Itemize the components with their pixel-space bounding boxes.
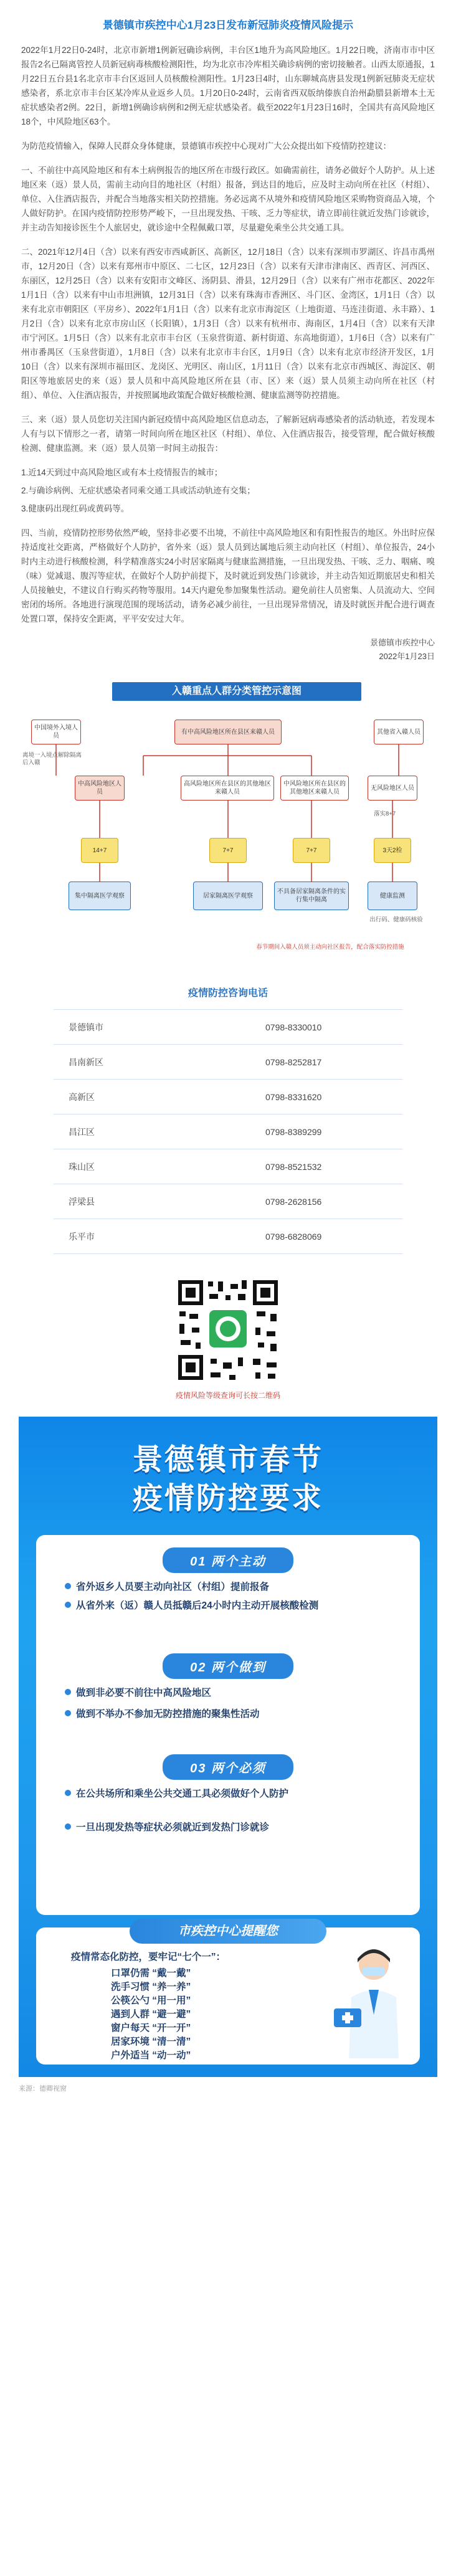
remind-line: 遇到人群 “避一避” [111, 2009, 191, 2020]
table-row [54, 1010, 402, 1045]
table-row [54, 1080, 402, 1115]
box-other-province: 其他省入赣人员 [374, 720, 424, 744]
bullet-dot-icon [65, 1790, 71, 1796]
bullet-item [65, 1599, 401, 1614]
note-left: 离境一入境点解除隔离后入赣 [22, 752, 82, 766]
poster-title-line2: 疫情防控要求 [132, 1482, 323, 1515]
bullet-item [65, 1707, 401, 1722]
hotline-area: 高新区 [69, 1091, 95, 1102]
remind-line: 公筷公勺 “用一用” [111, 1995, 191, 2006]
section-head [36, 1653, 420, 1679]
note-red: 春节期间入赣人员须主动向社区报告，配合落实防控措施 [256, 944, 404, 951]
bullet-dot-icon [65, 1602, 71, 1608]
source-note: 来源：德卿视窗 [19, 2085, 67, 2093]
box-mid-county: 中风险地区所在县区的其他地区来赣人员 [280, 776, 349, 801]
section-pill: 01 两个主动 [163, 1547, 293, 1573]
paragraph: 1.近14天到过中高风险地区或有本土疫情报告的城市； [21, 468, 223, 477]
box-3days: 3天2检 [374, 838, 411, 863]
signature-org: 景德镇市疾控中心 [369, 638, 435, 647]
box-high-county: 高风险地区所在县区的其他地区来赣人员 [181, 776, 274, 801]
remind-line: 户外适当 “动一动” [111, 2050, 191, 2061]
prevention-poster [19, 1417, 437, 2077]
hotline-area: 珠山区 [69, 1161, 95, 1172]
paragraph: 一、不前往中高风险地区和有本土病例报告的地区所在市级行政区。如确需前往，请务必做好个人防护。从上述地区来（返）景人员，需前主动向目的地社区（村组）报备，到达目的地后，应及时主动向所在社区（村组）、单位、入住酒店报告，并配合当地落实相关防控措施。务必远离不从境外和疫情风险地区采购物资商品入境，个人做好防护。在国内疫情防控形势严峻下，一旦出现发热、干咳、乏力等症状，请立即前往就近发热门诊就诊，并主动告知接诊医生个人旅居史，就诊途中全程佩戴口罩，尽量避免乘坐公共交通工具。 [21, 166, 435, 232]
hotline-area: 昌南新区 [69, 1057, 103, 1067]
bullet-item [65, 1820, 401, 1835]
bullet-item [65, 1686, 401, 1701]
hotline-area: 景德镇市 [69, 1022, 103, 1032]
remind-line: 窗户每天 “开一开” [111, 2023, 191, 2033]
bullet-text: 做到非必要不前往中高风险地区 [76, 1688, 212, 1698]
paragraph: 2022年1月22日0-24时，北京市新增1例新冠确诊病例，丰台区1地升为高风险地区。1月22日晚，济南市市中区报告2名已隔离管控人员新冠病毒核酸检测阳性，均为北京市冷库相关确诊病例的密切接触者。山西太原通报，1月22日五台县1名北京市丰台区返回人员核酸检测阳性。1月23日4时，山东聊城高唐县发现1例新冠肺炎无症状感染者，系北京市丰台区某冷库从业返乡人员。1月20日0-24时，云南省西双版纳傣族自治州勐腊县新增本土无症状感染者2例。22日，新增1例确诊病例和2例无症状感染者。截至2022年1月23日16时，全国共有高风险地区18个，中风险地区63个。 [21, 45, 435, 126]
hotline-phone[interactable]: 0798-6828069 [265, 1231, 322, 1242]
hotline-table [54, 1009, 402, 1254]
box-health-monitor: 健康监测 [368, 882, 417, 910]
bullet-dot-icon [65, 1823, 71, 1830]
paragraph: 四、当前，疫情防控形势依然严峻，坚持非必要不出境，不前往中高风险地区和有阳性报告的地区。外出时应保持适度社交距离，严格做好个人防护，省外来（返）景人员到达属地后须主动向社区（村组）、单位报告，24小时内主动进行核酸检测，科学精准落实24小时居家隔离与健康监测措施，一旦出现发热、干咳、乏力、咽痛、嗅（味）觉减退、腹泻等症状，在做好个人防护前提下，及时就近到发热门诊就诊，并主动告知近期旅居史和相关人员接触史，不建议自行购买药物等服用。14天内避免参加聚集性活动。避免前往人员密集、人员流动大、空间密闭的场所。各地进行演现范围的现场活动，请务必减少前往，一旦出现异常情况，请及时就医并配合进行调查处置口罩，保持安全距离，平平安安过大年。 [21, 528, 435, 624]
box-14-7: 14+7 [81, 838, 118, 863]
flowchart-title: 入赣重点人群分类管控示意图 [112, 682, 361, 701]
bullet-text: 从省外来（返）赣人员抵赣后24小时内主动开展核酸检测 [76, 1600, 319, 1611]
remind-lead: 疫情常态化防控，要牢记“七个一”： [71, 1952, 226, 1962]
box-7-7-b: 7+7 [293, 838, 330, 863]
hotline-area: 浮梁县 [69, 1196, 95, 1207]
poster-title-line1: 景德镇市春节 [132, 1443, 323, 1476]
table-row [54, 1149, 402, 1184]
section-head [36, 1754, 420, 1780]
bullet-dot-icon [65, 1710, 71, 1716]
signature [0, 636, 456, 663]
section-head [36, 1547, 420, 1573]
requirements-card [36, 1535, 420, 1915]
note-right: 落实8+7 [374, 810, 396, 817]
bullet-text: 省外返乡人员要主动向社区（村组）提前报备 [76, 1582, 270, 1592]
bullet-dot-icon [65, 1689, 71, 1695]
hotline-phone[interactable]: 0798-8521532 [265, 1161, 322, 1172]
bullet-item [65, 1787, 401, 1802]
bullet-dot-icon [65, 1583, 71, 1589]
remind-line: 口罩仍需 “戴一戴” [111, 1968, 191, 1979]
hotline-area: 乐平市 [69, 1231, 95, 1242]
doctor-illustration-icon [330, 1940, 411, 2058]
paragraph: 为防范疫情输入，保障人民群众身体健康，景德镇市疾控中心现对广大公众提出如下疫情防控建议： [21, 141, 391, 151]
hotline-title: 疫情防控咨询电话 [188, 988, 268, 999]
hotline-phone[interactable]: 0798-8330010 [265, 1022, 322, 1032]
hotline-phone[interactable]: 0798-8389299 [265, 1126, 322, 1137]
signature-date: 2022年1月23日 [379, 652, 435, 661]
hotline-phone[interactable]: 0798-2628156 [265, 1196, 322, 1207]
paragraph: 二、2021年12月4日（含）以来有西安市西咸新区、高新区，12月18日（含）以来有深圳市罗湖区、许昌市禹州市，12月20日（含）以来有郑州市中原区、二七区，12月23日（含）以来有天津市津南区、西青区、河西区、东丽区，12月25日（含）以来有安阳市文峰区、汤阴县、滑县，12月29日（含）以来有广州市花都区、2022年1月1日（含）以来有中山市坦洲镇，12月31日（含）以来有珠海市香洲区、斗门区、金湾区，1月1日（含）以来有北京市朝阳区（平房乡）、2022年1月1日（含）以来有北京市海淀区（上地街道、马连洼街道、永丰路）、1月2日（含）以来有北京市房山区（长阳镇），1月3日（含）以来有杭州市、海南区，1月4日（含）以来有天津市宁河区。1月5日（含）以来有北京市丰台区（玉泉营街道、新村街道、东高地街道），1月6日（含）以来有广州市番禺区（玉泉营街道），1月8日（含）以来有北京市丰台区，1月9日（含）以来有北京市经济开发区，1月10日（含）以来有深圳市福田区、龙岗区、光明区、南山区，1月11日（含）以来有北京市西城区、海淀区、朝阳区等地旅居史的来（返）景人员和中高风险地区所在县（市、区）来（返）景人员须主动向所在社区（村组）、单位、入住酒店报告，并按照属地政策配合做好核酸检测、健康监测等防控措施。 [21, 247, 435, 400]
article-title: 景德镇市疾控中心1月23日发布新冠肺炎疫情风险提示 [102, 19, 354, 31]
box-7-7-a: 7+7 [209, 838, 247, 863]
table-row [54, 1045, 402, 1080]
table-row [54, 1219, 402, 1254]
table-row [54, 1115, 402, 1149]
section-pill: 02 两个做到 [163, 1653, 293, 1679]
remind-line: 居家环境 “清一清” [111, 2037, 191, 2047]
box-no-home: 不具备居家隔离条件的实行集中隔离 [274, 882, 349, 910]
box-mid-risk: 中高风险地区人员 [75, 776, 125, 801]
hotline-phone[interactable]: 0798-8331620 [265, 1091, 322, 1102]
table-row [54, 1184, 402, 1219]
remind-card [36, 1924, 420, 2065]
box-home-iso: 居家隔离医学观察 [193, 882, 263, 910]
bullet-text: 做到不举办不参加无防控措施的聚集性活动 [76, 1709, 260, 1719]
box-overseas: 中国境外入境人员 [31, 720, 81, 744]
qr-code-icon [173, 1275, 283, 1385]
paragraph: 三、来（返）景人员您切关注国内新冠疫情中高风险地区信息动态，了解新冠病毒感染者的活动轨迹，若发现本人有与以下情形之一者，请第一时间向所在地区社区（村组）、单位、入住酒店报告，接受管理，配合做好核酸检测、健康监测。来（返）景人员第一时间主动报告： [21, 415, 435, 453]
hotline-phone[interactable]: 0798-8252817 [265, 1057, 322, 1067]
flowchart [19, 682, 437, 975]
article-body [0, 43, 456, 626]
note-code-check: 出行码、健康码核验 [369, 916, 423, 923]
qr-caption: 疫情风险等级查询可长按二维码 [175, 1391, 280, 1400]
section-pill: 03 两个必须 [163, 1754, 293, 1780]
bullet-text: 在公共场所和乘坐公共交通工具必须做好个人防护 [76, 1789, 289, 1799]
remind-line: 洗手习惯 “养一养” [111, 1982, 191, 1992]
bullet-text: 一旦出现发热等症状必须就近到发热门诊就诊 [76, 1822, 270, 1833]
hotline-area: 昌江区 [69, 1126, 95, 1137]
paragraph: 2.与确诊病例、无症状感染者同乘交通工具或活动轨迹有交集； [21, 486, 255, 495]
paragraph: 3.健康码出现红码或黄码等。 [21, 504, 130, 513]
remind-head: 市疾控中心提醒您 [130, 1919, 326, 1944]
bullet-item [65, 1580, 401, 1595]
box-no-risk: 无风险地区人员 [368, 776, 417, 801]
box-central-iso: 集中隔离医学观察 [69, 882, 131, 910]
qr-code[interactable] [173, 1275, 283, 1385]
box-risk-county: 有中高风险地区所在县区来赣人员 [174, 720, 282, 744]
